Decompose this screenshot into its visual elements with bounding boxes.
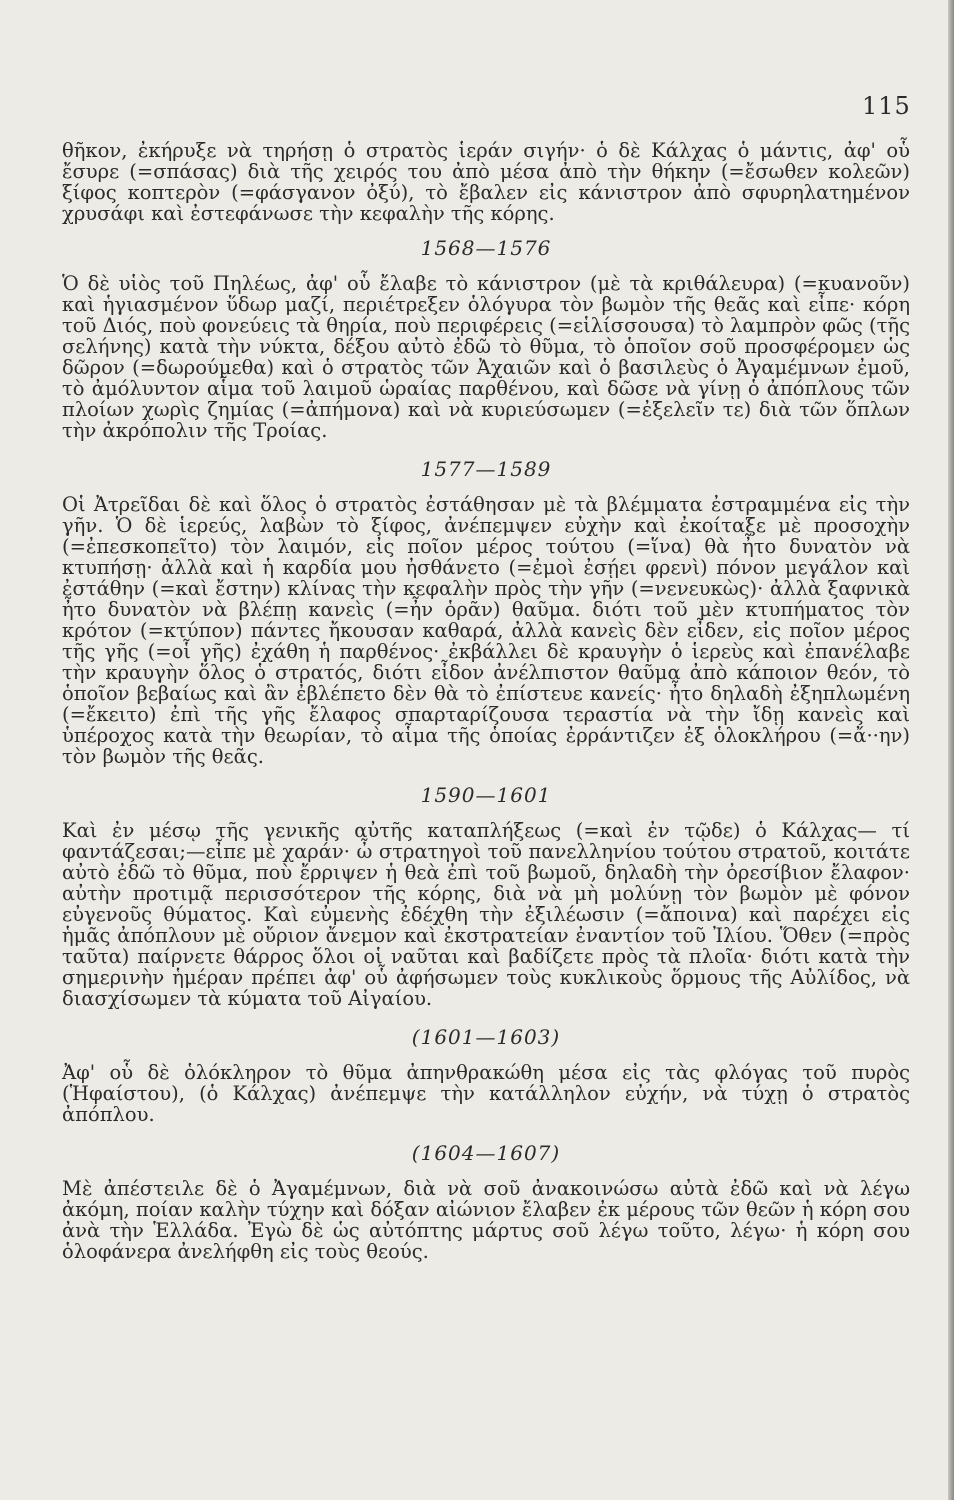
paragraph-1601-1603: Ἀφ' οὗ δὲ ὁλόκληρον τὸ θῦμα ἀπηνθρακώθη μέσα εἰς τὰς φλόγας τοῦ πυρὸς (Ἡφαίστου), (ὁ Κάλχας) ἀνέπεμψε τὴν κατάλληλον εὐχήν, νὰ τύχῃ ὁ στρατὸς ἀπόπλου. xyxy=(62,1061,910,1126)
page-body xyxy=(62,140,910,1262)
section-heading-1604-1607: (1604—1607) xyxy=(411,1141,561,1165)
paragraph-1577-1589: Οἱ Ἀτρεῖδαι δὲ καὶ ὅλος ὁ στρατὸς ἐστάθησαν μὲ τὰ βλέμματα ἐστραμμένα εἰς τὴν γῆν. Ὁ δὲ ἱερεύς, λαβὼν τὸ ξίφος, ἀνέπεμψεν εὐχὴν καὶ ἐκοίταξε μὲ προσοχὴν (=ἐπεσκοπεῖτο) τὸν λαιμόν, εἰς ποῖον μέρος τούτου (=ἵνα) θὰ ἦτο δυνατὸν νὰ κτυπήσῃ· ἀλλὰ καὶ ἡ καρδία μου ἠσθάνετο (=ἐμοὶ ἐσῄει φρενὶ) πόνον μεγάλον καὶ ἐστάθην (=καὶ ἔστην) κλίνας τὴν κεφαλὴν πρὸς τὴν γῆν (=νενευκὼς)· ἀλλὰ ξαφνικὰ ἦτο δυνατὸν νὰ βλέπῃ κανεὶς (=ἦν ὁρᾶν) θαῦμα. διότι τοῦ μὲν κτυπήματος τὸν κρότον (=κτύπον) πάντες ἤκουσαν καθαρά, ἀλλὰ κανεὶς δὲν εἶδεν, εἰς ποῖον μέρος τῆς γῆς (=οἷ γῆς) ἐχάθη ἡ παρθένος· ἐκβάλλει δὲ κραυγὴν ὁ ἱερεὺς καὶ ἐπανέλαβε τὴν κραυγὴν ὅλος ὁ στρατός, διότι εἶδον ἀνέλπιστον θαῦμα ἀπὸ κάποιον θεόν, τὸ ὁποῖον βεβαίως καὶ ἂν ἐβλέπετο δὲν θὰ τὸ ἐπίστευε κανείς· ἦτο δηλαδὴ ἐξηπλωμένη (=ἔκειτο) ἐπὶ τῆς γῆς ἔλαφος σπαρταρίζουσα τεραστία νὰ τὴν ἴδῃ κανεὶς καὶ ὑπέροχος κατὰ τὴν θεωρίαν, τὸ αἷμα τῆς ὁποίας ἐρράντιζεν ἐξ ὁλοκλήρου (=ἄ··ην) τὸν βωμὸν τῆς θεᾶς. xyxy=(62,493,910,768)
paragraph-1568-1576: Ὁ δὲ υἱὸς τοῦ Πηλέως, ἀφ' οὗ ἔλαβε τὸ κάνιστρον (μὲ τὰ κριθάλευρα) (=κυανοῦν) καὶ ἡγιασμένον ὕδωρ μαζί, περιέτρεξεν ὁλόγυρα τὸν βωμὸν τῆς θεᾶς καὶ εἶπε· κόρη τοῦ Διός, ποὺ φονεύεις τὰ θηρία, ποὺ περιφέρεις (=εἱλίσσουσα) τὸ λαμπρὸν φῶς (τῆς σελήνης) κατὰ τὴν νύκτα, δέξου αὐτὸ ἐδῶ τὸ θῦμα, τὸ ὁποῖον σοῦ προσφέρομεν ὡς δῶρον (=δωρούμεθα) καὶ ὁ στρατὸς τῶν Ἀχαιῶν καὶ ὁ βασιλεὺς ὁ Ἀγαμέμνων ἐμοῦ, τὸ ἀμόλυντον αἷμα τοῦ λαιμοῦ ὡραίας παρθένου, καὶ δῶσε νὰ γίνῃ ὁ ἀπόπλους τῶν πλοίων χωρὶς ζημίας (=ἀπήμονα) καὶ νὰ κυριεύσωμεν (=ἐξελεῖν τε) διὰ τῶν ὅπλων τὴν ἀκρόπολιν τῆς Τροίας. xyxy=(62,272,910,442)
paragraph-1604-1607: Μὲ ἀπέστειλε δὲ ὁ Ἀγαμέμνων, διὰ νὰ σοῦ ἀνακοινώσω αὐτὰ ἐδῶ καὶ νὰ λέγω ἀκόμη, ποίαν καλὴν τύχην καὶ δόξαν αἰώνιον ἔλαβεν ἐκ μέρους τῶν θεῶν ἡ κόρη σου ἀνὰ τὴν Ἑλλάδα. Ἐγὼ δὲ ὡς αὐτόπτης μάρτυς σοῦ λέγω τοῦτο, λέγω· ἡ κόρη σου ὁλοφάνερα ἀνελήφθη εἰς τοὺς θεούς. xyxy=(62,1177,910,1263)
page-edge-shadow xyxy=(948,0,954,1500)
section-heading-1577-1589: 1577—1589 xyxy=(420,457,552,481)
section-heading-1601-1603: (1601—1603) xyxy=(411,1025,561,1049)
section-heading-1590-1601: 1590—1601 xyxy=(420,783,552,807)
page-number: 115 xyxy=(862,92,911,120)
section-heading-1568-1576: 1568—1576 xyxy=(420,236,552,260)
paragraph-intro: θῆκον, ἐκήρυξε νὰ τηρήσῃ ὁ στρατὸς ἱεράν σιγήν· ὁ δὲ Κάλχας ὁ μάντις, ἀφ' οὗ ἔσυρε (=σπάσας) διὰ τῆς χειρός του ἀπὸ μέσα ἀπὸ τὴν θήκην (=ἔσωθεν κολεῶν) ξίφος κοπτερὸν (=φάσγανον ὀξύ), τὸ ἔβαλεν εἰς κάνιστρον ἀπὸ σφυρηλατημένον χρυσάφι καὶ ἐστεφάνωσε τὴν κεφαλὴν τῆς κόρης. xyxy=(62,139,910,225)
paragraph-1590-1601: Καὶ ἐν μέσῳ τῆς γενικῆς αὐτῆς καταπλήξεως (=καὶ ἐν τῷδε) ὁ Κάλχας— τί φαντάζεσαι;—εἶπε μὲ χαράν· ὦ στρατηγοὶ τοῦ πανελληνίου τούτου στρατοῦ, κοιτάτε αὐτὸ ἐδῶ τὸ θῦμα, ποὺ ἔρριψεν ἡ θεὰ ἐπὶ τοῦ βωμοῦ, δηλαδὴ τὴν ὀρεσίβιον ἔλαφον· αὐτὴν προτιμᾷ περισσότερον τῆς κόρης, διὰ νὰ μὴ μολύνῃ τὸν βωμὸν μὲ φόνον εὐγενοῦς θύματος. Καὶ εὐμενὴς ἐδέχθη τὴν ἐξιλέωσιν (=ἄποινα) καὶ παρέχει εἰς ἡμᾶς ἀπόπλουν μὲ οὔριον ἄνεμον καὶ ἐκστρατείαν ἐναντίον τοῦ Ἰλίου. Ὅθεν (=πρὸς ταῦτα) παίρνετε θάρρος ὅλοι οἱ ναῦται καὶ βαδίζετε πρὸς τὰ πλοῖα· διότι κατὰ τὴν σημερινὴν ἡμέραν πρέπει ἀφ' οὗ ἀφήσωμεν τοὺς κυκλικοὺς ὅρμους τῆς Αὐλίδος, νὰ διασχίσωμεν τὰ κύματα τοῦ Αἰγαίου. xyxy=(62,819,910,1010)
